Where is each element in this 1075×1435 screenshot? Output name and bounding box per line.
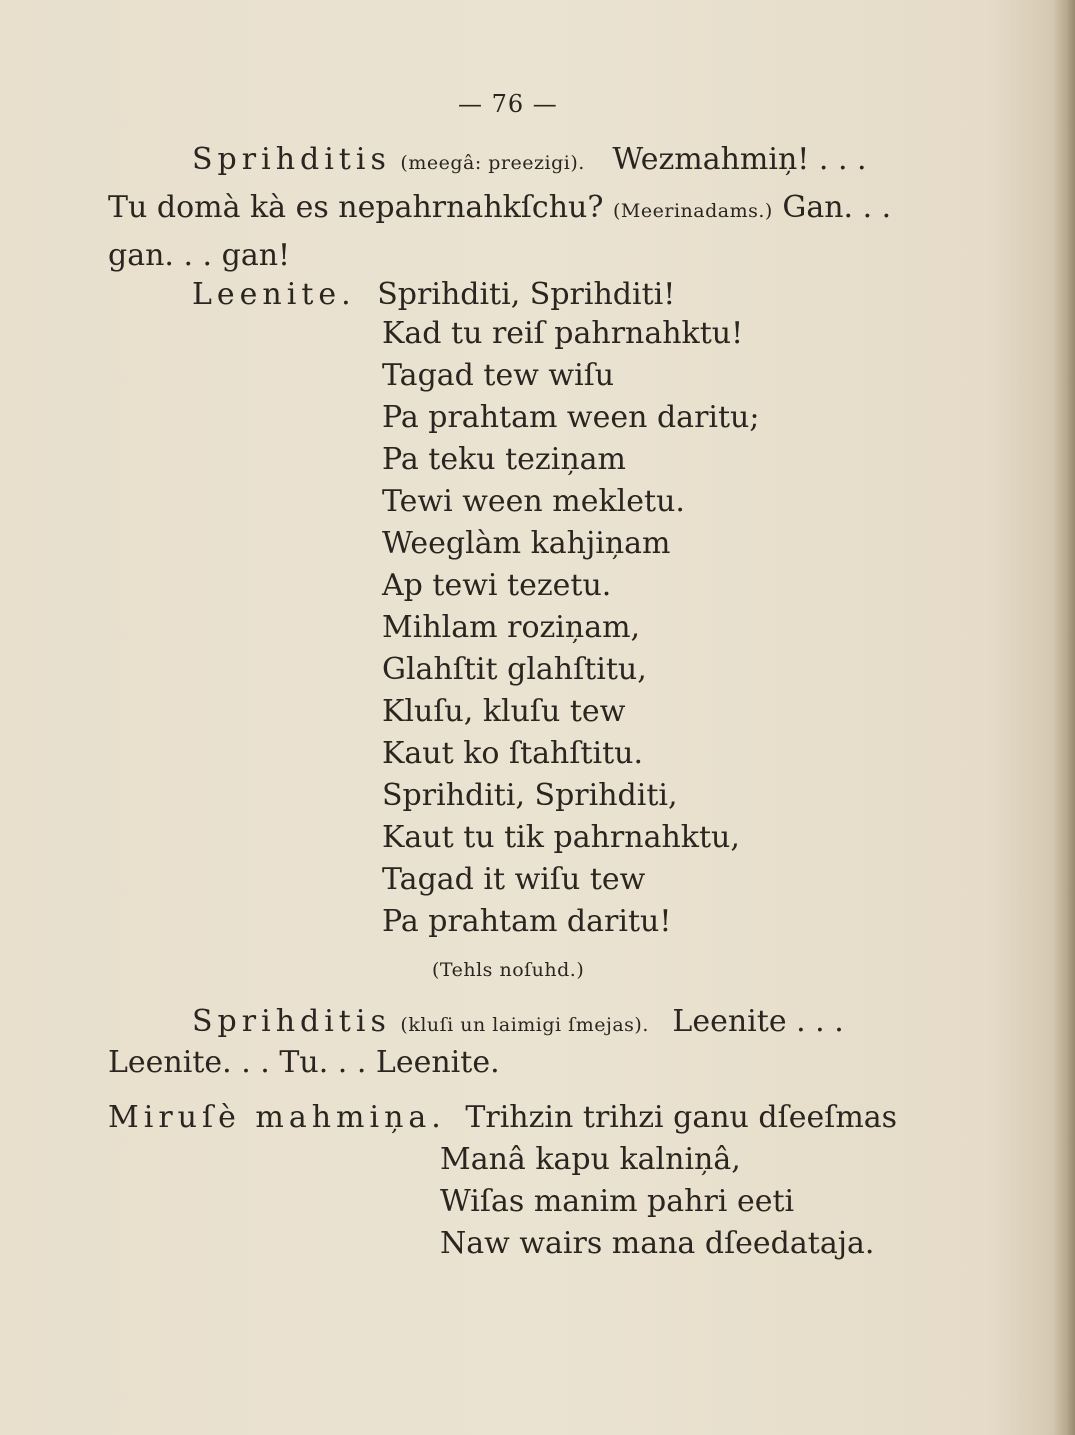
speaker-name: Leenite.: [192, 277, 356, 312]
dialogue-line-3: gan. . . gan!: [108, 238, 291, 273]
poem-line: Pa teku teziņam: [382, 442, 626, 477]
dialogue-text: Leenite . . .: [672, 1004, 844, 1039]
page-edge-shadow: [1053, 0, 1075, 1435]
page-number: — 76 —: [458, 90, 558, 118]
poem-line: Glahſtit glahſtitu,: [382, 652, 647, 687]
dialogue-text: Tu domà kà es nepahrnahkſchu?: [108, 190, 604, 225]
dialogue-line-1: [192, 140, 867, 183]
poem-line: Kluſu, kluſu tew: [382, 694, 626, 729]
dialogue-line-7: [108, 1098, 897, 1138]
poem-line: Kad tu reiſ pahrnahktu!: [382, 316, 744, 351]
poem-line: Pa prahtam ween daritu;: [382, 400, 760, 435]
dialogue-line-2: [108, 188, 891, 231]
poem-line: Pa prahtam daritu!: [382, 904, 672, 939]
poem-line: Tagad tew wiſu: [382, 358, 615, 393]
dialogue-line-6: Leenite. . . Tu. . . Leenite.: [108, 1045, 500, 1080]
dialogue-text-end: Gan. . .: [782, 190, 892, 225]
dialogue-text: Trihzin trihzi ganu dſeeſmas: [465, 1100, 898, 1135]
dialogue-text: Sprihditi, Sprihditi!: [377, 277, 676, 312]
stage-direction-centered: (Tehls noſuhd.): [432, 959, 585, 981]
dialogue-line-4: [192, 275, 675, 315]
poem-line: Kaut ko ſtahſtitu.: [382, 736, 644, 771]
poem-line: Kaut tu tik pahrnahktu,: [382, 820, 740, 855]
poem-line: Manâ kapu kalniņâ,: [440, 1142, 741, 1177]
poem-line: Tewi ween mekletu.: [382, 484, 685, 519]
speaker-name: Sprihditis: [192, 1004, 391, 1039]
speaker-name: Sprihditis: [192, 142, 391, 177]
poem-line: Naw wairs mana dſeedataja.: [440, 1226, 875, 1261]
poem-line: Sprihditi, Sprihditi,: [382, 778, 678, 813]
dialogue-text: Wezmahmiņ! . . .: [612, 142, 867, 177]
poem-line: Mihlam roziņam,: [382, 610, 641, 645]
stage-direction: (Meerinadams.): [613, 200, 773, 222]
stage-direction: (kluſi un laimigi ſmejas).: [400, 1014, 649, 1036]
dialogue-line-5: [192, 1002, 844, 1045]
poem-line: Wiſas manim pahri eeti: [440, 1184, 795, 1219]
stage-direction: (meegâ: preezigi).: [400, 152, 585, 174]
poem-line: Weeglàm kahjiņam: [382, 526, 671, 561]
poem-line: Ap tewi tezetu.: [382, 568, 612, 603]
speaker-name: Miruſè mahmiņa.: [108, 1100, 446, 1135]
poem-line: Tagad it wiſu tew: [382, 862, 646, 897]
